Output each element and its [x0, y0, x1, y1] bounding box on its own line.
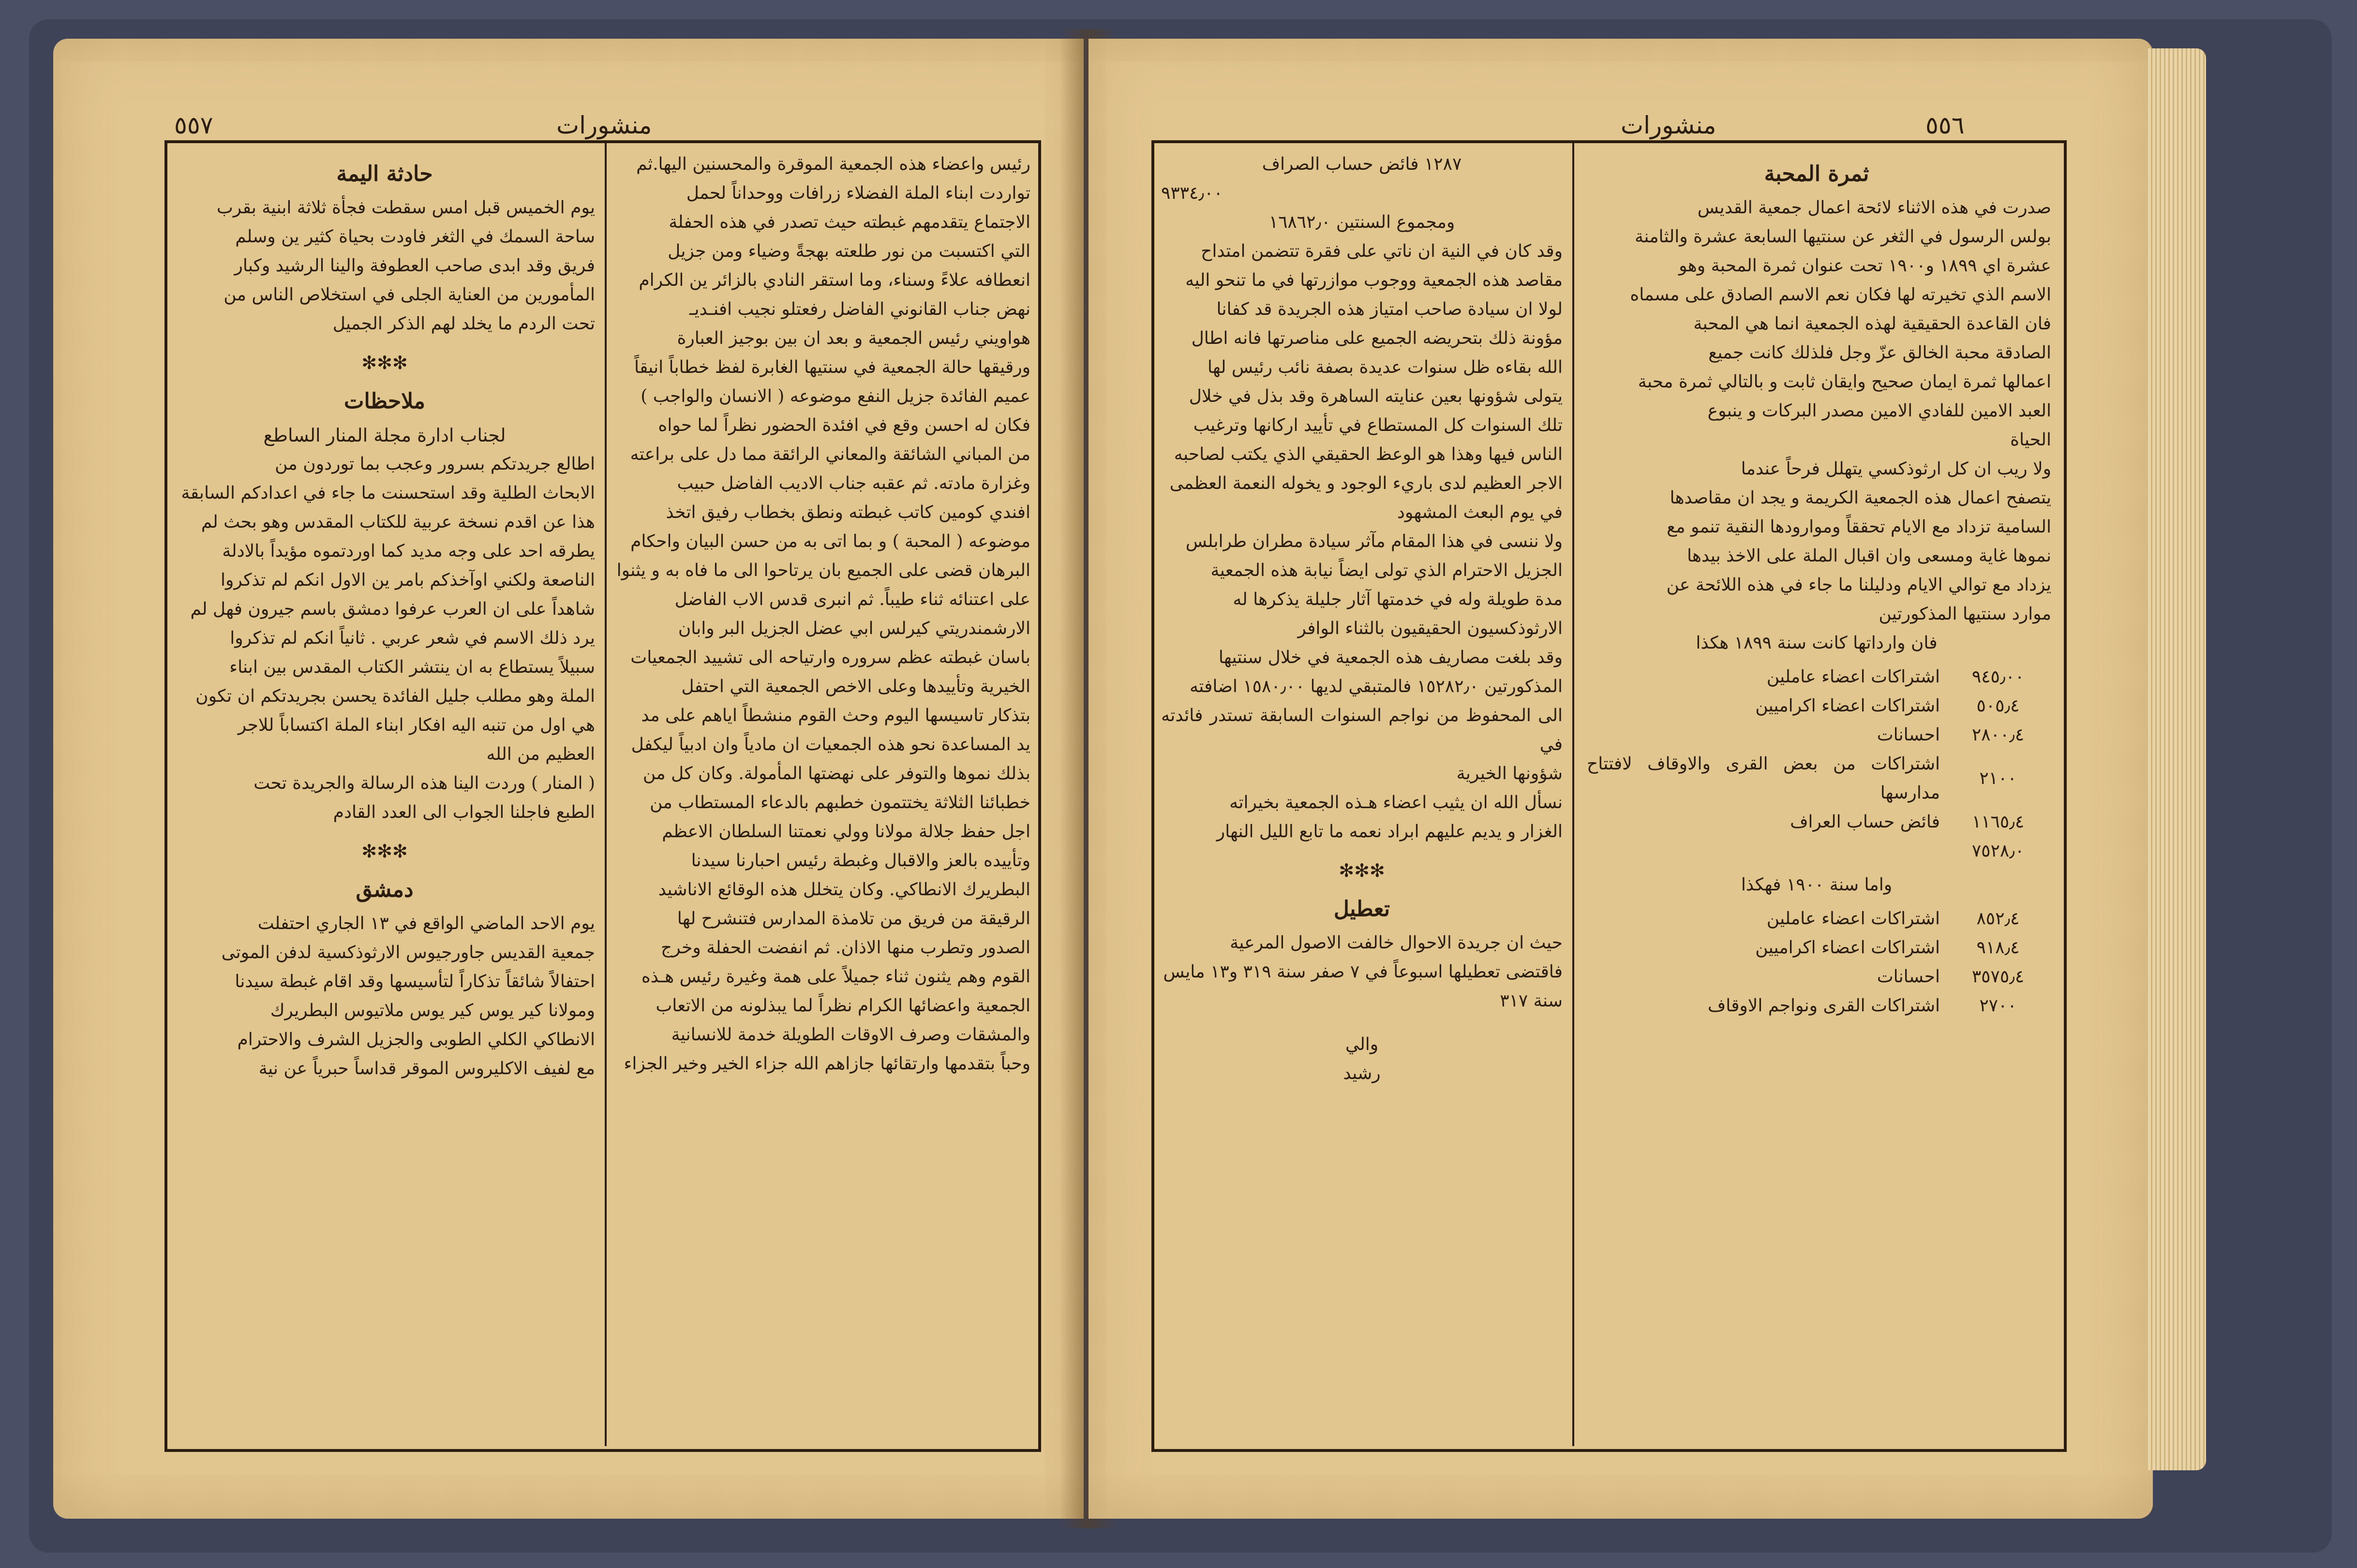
- article-heading-fruit-of-love: ثمرة المحبة: [1764, 162, 1869, 186]
- row-amount: ٩٤٥٫٠٠: [1971, 667, 2025, 687]
- text-line: مع لفيف الاكليروس الموقر قداساً حبرياً عن نية: [258, 1059, 595, 1079]
- text-line: وقد بلغت مصاريف هذه الجمعية في خلال سنتيها: [1218, 648, 1563, 667]
- text-line: فان القاعدة الحقيقية لهذه الجمعية انما هي المحبة: [1693, 314, 2051, 334]
- text-line: افندي كومين كاتب غبطته ونطق بخطاب رفيق اتخذ: [666, 503, 1030, 522]
- text-line: حيث ان جريدة الاحوال خالفت الاصول المرعية: [1230, 933, 1563, 953]
- table-row: [1582, 904, 2051, 933]
- text-line: على اعتنائه ثناء طيباً. ثم انبرى قدس الاب الفاضل: [674, 590, 1030, 609]
- text-line: بتذكار تاسيسها اليوم وحث القوم منشطاً اياهم على مد: [641, 706, 1030, 725]
- text-line: نسأل الله ان يثيب اعضاء هـذه الجمعية بخيراته: [1229, 793, 1563, 813]
- text-line: الخيرية وتأييدها وعلى الاخص الجمعية التي احتفل: [681, 677, 1030, 696]
- text-line: خطبائنا الثلاثة يختتمون خطبهم بالدعاء المستطاب من: [650, 793, 1030, 813]
- text-line: لولا ان سيادة صاحب امتياز هذه الجريدة قد كفانا: [1216, 299, 1563, 319]
- table-row: [1582, 837, 2051, 866]
- row-amount: ٢٨٠٠٫٤: [1971, 725, 2025, 745]
- text-line: يوم الخميس قبل امس سقطت فجأة ثلاثة ابنية بقرب: [216, 198, 595, 218]
- right-page-number: ٥٥٦: [1925, 111, 1965, 139]
- text-line: الرقيقة من فريق من تلامذة المدارس فتنشرح لها: [677, 909, 1030, 929]
- text-line: والمشقات وصرف الاوقات الطويلة خدمة للانسانية: [671, 1025, 1030, 1045]
- text-line: الى المحفوظ من نواجم السنوات السابقة تستدر فائدته في: [1161, 706, 1563, 754]
- text-line: اطالع جريدتكم بسرور وعجب بما توردون من: [275, 454, 595, 474]
- surplus-amount: ٩٣٣٤٫٠٠: [1161, 183, 1223, 203]
- text-line: الغزار و يديم عليهم ابراد نعمه ما تابع الليل النهار: [1216, 822, 1563, 842]
- text-line: الارثوذكسيون الحقيقيون بالثناء الوافر: [1298, 619, 1563, 638]
- article-body-orthodox: [1582, 455, 2051, 629]
- text-line: الجمعية واعضائها الكرام نظراً لما يبذلونه من الاتعاب: [656, 996, 1030, 1016]
- table-row: [1582, 750, 2051, 808]
- text-line: مدة طويلة وله في خدمتها آثار جليلة يذكرها له: [1233, 590, 1563, 609]
- table-row: [1582, 663, 2051, 692]
- text-line: موارد سنتيها المذكورتين: [1879, 604, 2051, 624]
- row-amount: ٨٥٢٫٤: [1976, 909, 2020, 929]
- text-line: الاسم الذي تخيرته لها فكان نعم الاسم الصادق على مسماه: [1630, 285, 2051, 305]
- table-row: [1582, 692, 2051, 721]
- text-line: الله بقاءه ظل سنوات عديدة بصفة نائب رئيس لها: [1207, 357, 1563, 377]
- article-heading-damascus: دمشق: [356, 877, 414, 902]
- table-row: [1582, 721, 2051, 750]
- article-subheading-notes: لجناب ادارة مجلة المنار الساطع: [263, 425, 506, 446]
- row-amount: ١١٦٥٫٤: [1971, 812, 2025, 832]
- text-line: التي اكتسبت من نور طلعته بهجةً وضياء ومن جزيل: [668, 241, 1030, 261]
- text-line: الصادقة محبة الخالق عزّ وجل فلذلك كانت جميع: [1708, 343, 2051, 363]
- row-label: اشتراكات اعضاء عاملين: [1766, 909, 1940, 929]
- text-line: يوم الاحد الماضي الواقع في ١٣ الجاري احتفلت: [257, 914, 595, 933]
- text-line: ولا ننسى في هذا المقام مآثر سيادة مطران طرابلس: [1185, 532, 1563, 551]
- intro-1899: فان وارداتها كانت سنة ١٨٩٩ هكذا: [1696, 633, 1938, 653]
- revenue-table-1900: [1582, 904, 2051, 1021]
- text-line: البطريرك الانطاكي. وكان يتخلل هذه الوقائع الاناشيد: [658, 880, 1030, 900]
- article-body-expenses: [1161, 643, 1563, 788]
- right-page-right-column: [1582, 150, 2051, 1441]
- text-line: موضوعه ( المحبة ) و بما اتى به من حسن البيان واحكام: [630, 532, 1030, 551]
- text-line: البرهان قضى على الجميع بان يرتاحوا الى ما فاه به و يثنوا: [616, 561, 1030, 580]
- text-line: اجل حفظ جلالة مولانا وولي نعمتنا السلطان الاعظم: [662, 822, 1030, 842]
- text-line: هذا عن اقدم نسخة عربية للكتاب المقدس وهو بحث لم: [201, 512, 595, 532]
- text-line: يطرقه احد على وجه مديد كما اوردتموه مؤيداً بالادلة: [222, 541, 595, 561]
- page-edges: [2148, 48, 2206, 1470]
- text-line: يد المساعدة نحو هذه الجمعيات ان مادياً وان ادبياً ليكفل: [631, 735, 1030, 754]
- right-page-left-column: [1161, 150, 1563, 1441]
- left-column-divider: [605, 143, 607, 1446]
- text-line: من المباني الشائقة والمعاني الرائقة مما دل على براعته: [630, 444, 1030, 464]
- text-line: باسان غبطته عظم سروره وارتياحه الى تشييد الجمعيات: [630, 648, 1030, 667]
- text-line: الارشمندريتي كيرلس ابي عضل الجزيل البر وابان: [678, 619, 1030, 638]
- text-line: ورقيقها حالة الجمعية في سنتيها الغابرة لفظ خطاباً انيقاً: [634, 357, 1030, 377]
- text-line: الاجتماع يتقدمهم غبطته حيث تصدر في هذه الحفلة: [669, 212, 1030, 232]
- article-body-fruit-of-love: [1582, 193, 2051, 455]
- article-body-tripoli: [1161, 527, 1563, 643]
- text-line: يزداد مع توالي الايام ودليلنا ما جاء في هذه اللائحة عن: [1666, 575, 2051, 595]
- text-line: شاهداً على ان العرب عرفوا دمشق باسم جيرون فهل لم: [190, 599, 595, 619]
- text-line: الانطاكي الكلي الطوبى والجزيل الشرف والاحترام: [237, 1030, 595, 1050]
- editor-note: [174, 769, 595, 827]
- text-line: الطبع فاجلنا الجواب الى العدد القادم: [333, 802, 595, 822]
- revenue-table-1899: [1582, 663, 2051, 866]
- article-heading-accident: حادثة اليمة: [336, 162, 433, 186]
- row-label: [1582, 837, 1945, 866]
- text-line: مؤونة ذلك بتحريضه الجميع على مناصرتها فانه اطال: [1191, 328, 1563, 348]
- text-line: الملة وهو مطلب جليل الفائدة يحسن بجريدتكم ان تكون: [195, 686, 595, 706]
- row-amount: ٧٥٢٨٫٠: [1971, 841, 2025, 861]
- row-label: فائض حساب العراف: [1790, 812, 1940, 832]
- text-line: فاقتضى تعطيلها اسبوعاً في ٧ صفر سنة ٣١٩ و١٣ مايس: [1163, 962, 1563, 982]
- text-line: الناصعة ولكني اوآخذكم بامر ين الاول انكم لم تذكروا: [220, 570, 595, 590]
- signature-title: والي: [1345, 1035, 1379, 1054]
- text-line: عشرة اي ١٨٩٩ و١٩٠٠ تحت عنوان ثمرة المحبة وهو: [1679, 256, 2051, 276]
- text-line: وقد كان في النية ان ناتي على فقرة تتضمن امتداح: [1201, 241, 1563, 261]
- table-row: [1582, 962, 2051, 991]
- row-amount: ٢٧٠٠: [1979, 996, 2017, 1016]
- text-line: شؤونها الخيرية: [1456, 764, 1563, 784]
- text-line: سبيلاً يستطاع به ان ينتشر الكتاب المقدس بين ابناء: [229, 657, 595, 677]
- text-line: فكان له احسن وقع في افئدة الحضور نظراً لما حواه: [658, 415, 1030, 435]
- row-label: اشتراكات من بعض القرى والاوقاف لافتتاح مدارسها: [1587, 754, 1940, 803]
- text-line: رئيس واعضاء هذه الجمعية الموقرة والمحسنين اليها.ثم: [636, 154, 1030, 174]
- text-line: ولا ريب ان كل ارثوذكسي يتهلل فرحاً عندما: [1741, 459, 2051, 479]
- table-row: [1582, 933, 2051, 962]
- text-line: تواردت ابناء الملة الفضلاء زرافات ووحداناً لحمل: [686, 183, 1030, 203]
- surplus-line: ١٢٨٧ فائض حساب الصراف: [1262, 154, 1462, 174]
- total-two-years: ومجموع السنتين ١٦٨٦٢٫٠: [1268, 212, 1455, 232]
- row-label: احسانات: [1877, 967, 1940, 987]
- left-page-right-column: [614, 150, 1030, 1441]
- article-heading-suspension: تعطيل: [1333, 897, 1390, 921]
- article-body-suspension: [1161, 929, 1563, 1016]
- article-body-damascus: [174, 909, 595, 1083]
- text-line: هي اول من تنبه اليه افكار ابناء الملة اكتساباً للاجر: [238, 715, 595, 735]
- right-page-title: منشورات: [1621, 111, 1716, 139]
- row-amount: ٥٠٥٫٤: [1976, 696, 2020, 716]
- row-amount: ٩١٨٫٤: [1976, 938, 2020, 958]
- text-line: مقاصد هذه الجمعية ووجوب موازرتها في ما تنحو اليه: [1185, 270, 1563, 290]
- text-line: المأمورين من العناية الجلى في استخلاص الناس من: [224, 285, 595, 305]
- text-line: الاجر العظيم لدى باريء الوجود و يخوله النعمة العظمى: [1169, 473, 1563, 493]
- text-line: السامية تزداد مع الايام تحققاً وموارودها النقية تنمو مع: [1667, 517, 2051, 537]
- text-line: سنة ٣١٧: [1500, 991, 1563, 1011]
- text-line: القوم وهم يثنون ثناء جميلاً على همة وغيرة رئيس هـذه: [641, 967, 1030, 987]
- article-body-notes: [174, 450, 595, 769]
- text-line: الصدور وتطرب منها الاذان. ثم انفضت الحفلة وخرج: [661, 938, 1030, 958]
- text-line: ومولانا كير يوس كير يوس ملاتيوس البطريرك: [270, 1001, 595, 1021]
- text-line: صدرت في هذه الاثناء لائحة اعمال جمعية القديس: [1697, 198, 2051, 218]
- separator-ornament: ✻✻✻: [1339, 860, 1385, 881]
- text-line: ( المنار ) وردت الينا هذه الرسالة والجريدة تحت: [254, 773, 595, 793]
- text-line: في يوم البعث المشهود: [1397, 503, 1563, 522]
- text-line: نموها غاية ومسعى وان اقبال الملة على الاخذ بيدها: [1686, 546, 2051, 566]
- left-page-left-column: [174, 150, 595, 1441]
- text-line: جمعية القديس جاورجيوس الارثوذكسية لدفن الموتى: [221, 943, 595, 962]
- text-line: احتفالاً شائقاً تذكاراً لتأسيسها وقد اقام غبطة سيدنا: [235, 972, 595, 991]
- text-line: انعطافه علاءً وسناء، وما استقر النادي بالزائر ين الكرام: [639, 270, 1030, 290]
- left-page-title: منشورات: [556, 111, 652, 139]
- row-amount: ٢١٠٠: [1979, 769, 2017, 788]
- separator-ornament: ✻✻✻: [361, 352, 408, 373]
- text-line: العبد الامين للفادي الامين مصدر البركات و ينبوع: [1707, 401, 2051, 421]
- text-line: الابحاث الطلية وقد استحسنت ما جاء في اعدادكم السابقة: [181, 483, 595, 503]
- row-label: اشتراكات القرى ونواجم الاوقاف: [1707, 996, 1940, 1016]
- text-line: وتأييده بالعز والاقبال وغبطة رئيس احبارنا سيدنا: [691, 851, 1030, 871]
- text-line: الحياة: [2010, 430, 2051, 450]
- text-line: العظيم من الله: [486, 744, 595, 764]
- text-line: بذلك نموها والتوفر على نهضتها المأمولة. وكان كل من: [642, 764, 1030, 784]
- row-amount: ٣٥٧٥٫٤: [1971, 967, 2025, 987]
- row-label: احسانات: [1877, 725, 1940, 745]
- table-row: [1582, 808, 2051, 837]
- intro-1900: واما سنة ١٩٠٠ فهكذا: [1741, 875, 1893, 895]
- text-line: هواويني رئيس الجمعية و بعد ان بين بوجيز العبارة: [677, 328, 1030, 348]
- text-line: فريق وقد ابدى صاحب العطوفة والينا الرشيد وكبار: [234, 256, 595, 276]
- row-label: اشتراكات اعضاء اكراميين: [1755, 938, 1940, 958]
- right-page: [1089, 39, 2153, 1519]
- separator-ornament: ✻✻✻: [361, 841, 408, 862]
- text-line: وغزارة مادته. ثم عقبه جناب الاديب الفاضل حبيب: [677, 473, 1030, 493]
- article-body-accident: [174, 193, 595, 339]
- text-line: المذكورتين ١٥٢٨٢٫٠ فالمتبقي لديها ١٥٨٠٫٠٠ اضافته: [1189, 677, 1563, 696]
- row-label: اشتراكات اعضاء اكراميين: [1755, 696, 1940, 716]
- text-line: ساحة السمك في الثغر فاودت بحياة كثير ين وسلم: [235, 227, 595, 247]
- article-body-prayer: [1161, 788, 1563, 846]
- article-body-praise: [1161, 237, 1563, 527]
- text-line: يرد ذلك الاسم في شعر عربي . ثانياً انكم لم تذكروا: [230, 628, 595, 648]
- text-line: بولس الرسول في الثغر عن سنتيها السابعة عشرة والثامنة: [1635, 227, 2051, 247]
- text-line: الجزيل الاحترام الذي تولى ايضاً نيابة هذه الجمعية: [1210, 561, 1563, 580]
- text-line: الناس فيها وهذا هو الوعظ الحقيقي الذي يكتب لصاحبه: [1174, 444, 1563, 464]
- row-label: اشتراكات اعضاء عاملين: [1766, 667, 1940, 687]
- article-heading-notes: ملاحظات: [344, 389, 425, 414]
- text-line: تلك السنوات كل المستطاع في تأييد اركانها وترغيب: [1193, 415, 1563, 435]
- left-page: [53, 39, 1084, 1519]
- left-page-number: ٥٥٧: [174, 111, 213, 139]
- table-row: [1582, 991, 2051, 1021]
- text-line: يتولى شؤونها بعين عنايته الساهرة وقد بذل في خلال: [1189, 386, 1563, 406]
- text-line: وحباً بتقدمها وارتقائها جازاهم الله جزاء الخير وخير الجزاء: [624, 1054, 1030, 1074]
- text-line: تحت الردم ما يخلد لهم الذكر الجميل: [332, 314, 595, 334]
- right-column-divider: [1572, 143, 1574, 1446]
- text-line: يتصفح اعمال هذه الجمعية الكريمة و يجد ان مقاصدها: [1670, 488, 2051, 508]
- text-line: عميم الفائدة جزيل النفع موضوعه ( الانسان والواجب ): [641, 386, 1030, 406]
- text-line: اعمالها ثمرة ايمان صحيح وايقان ثابت و بالتالي ثمرة محبة: [1638, 372, 2051, 392]
- signature-name: رشيد: [1343, 1064, 1381, 1083]
- text-line: نهض جناب القانوني الفاضل رفعتلو نجيب افنـديـ: [689, 299, 1030, 319]
